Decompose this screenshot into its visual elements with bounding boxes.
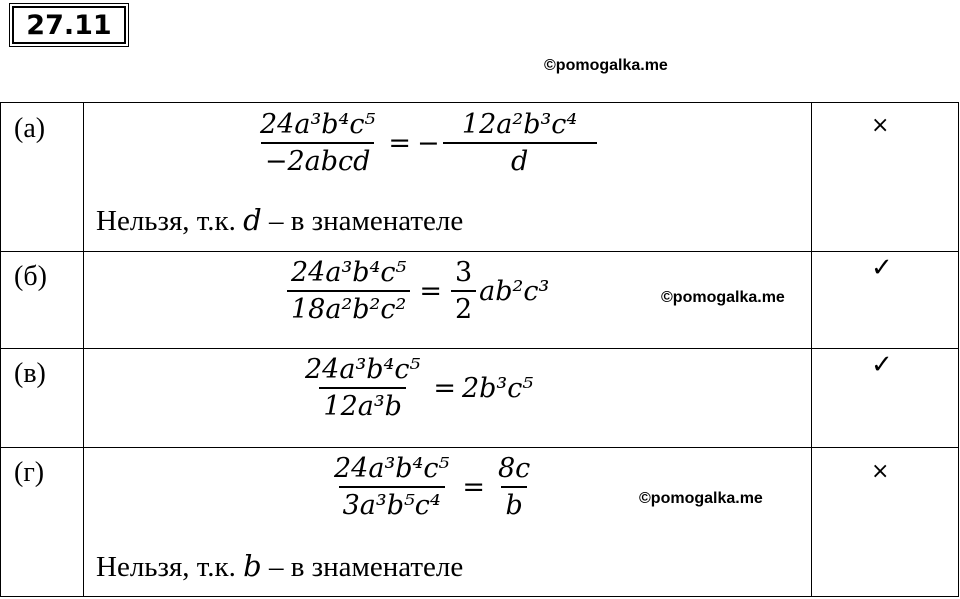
column-divider — [83, 103, 84, 596]
row-label: (г) — [14, 457, 45, 488]
row-label: (б) — [14, 261, 47, 292]
column-divider — [811, 103, 812, 596]
numerator: 24a³b⁴c⁵ — [305, 354, 421, 385]
fraction — [494, 453, 534, 521]
row-label: (а) — [14, 113, 46, 144]
numerator: 24a³b⁴c⁵ — [334, 453, 450, 484]
minus-sign: − — [416, 127, 440, 159]
explanation-note: Нельзя, т.к. d – в знаменателе — [96, 203, 464, 237]
fraction — [256, 109, 379, 177]
cross-icon: × — [871, 113, 890, 138]
denominator: 12a³b — [319, 387, 406, 422]
row-divider — [1, 348, 958, 349]
row-divider — [1, 251, 958, 252]
watermark: ©pomogalka.me — [661, 289, 785, 306]
equation — [298, 354, 533, 422]
result-term: ab²c³ — [479, 275, 550, 307]
equation — [284, 257, 549, 325]
numerator: 12a²b³c⁴ — [461, 109, 578, 140]
result-term: 2b³c⁵ — [461, 372, 534, 404]
denominator: 18a²b²c² — [287, 290, 410, 325]
checkmark-icon: ✓ — [871, 350, 893, 380]
fraction — [287, 257, 410, 325]
denominator: d — [443, 142, 597, 177]
explanation-note: Нельзя, т.к. b – в знаменателе — [96, 549, 464, 583]
numerator: 3 — [454, 257, 473, 288]
numerator: 24a³b⁴c⁵ — [260, 109, 376, 140]
fraction — [451, 257, 476, 325]
row-divider — [1, 447, 958, 448]
watermark: ©pomogalka.me — [639, 490, 763, 507]
denominator: 3a³b⁵c⁴ — [339, 486, 445, 521]
watermark: ©pomogalka.me — [544, 57, 668, 74]
problem-number: 27.11 — [12, 6, 126, 44]
denominator: b — [501, 486, 526, 521]
numerator: 24a³b⁴c⁵ — [291, 257, 407, 288]
fraction — [330, 453, 453, 521]
denominator: −2abcd — [261, 142, 375, 177]
fraction — [443, 109, 597, 177]
numerator: 8c — [497, 453, 531, 484]
fraction — [301, 354, 424, 422]
equals-sign: = — [433, 372, 456, 404]
equation — [253, 109, 600, 177]
denominator: 2 — [451, 290, 476, 325]
cross-icon: × — [871, 459, 890, 484]
answer-table — [0, 102, 959, 597]
equals-sign: = — [388, 127, 411, 159]
checkmark-icon: ✓ — [871, 253, 893, 283]
equation — [327, 453, 537, 521]
row-label: (в) — [14, 358, 46, 389]
equals-sign: = — [462, 471, 485, 503]
equals-sign: = — [419, 275, 442, 307]
